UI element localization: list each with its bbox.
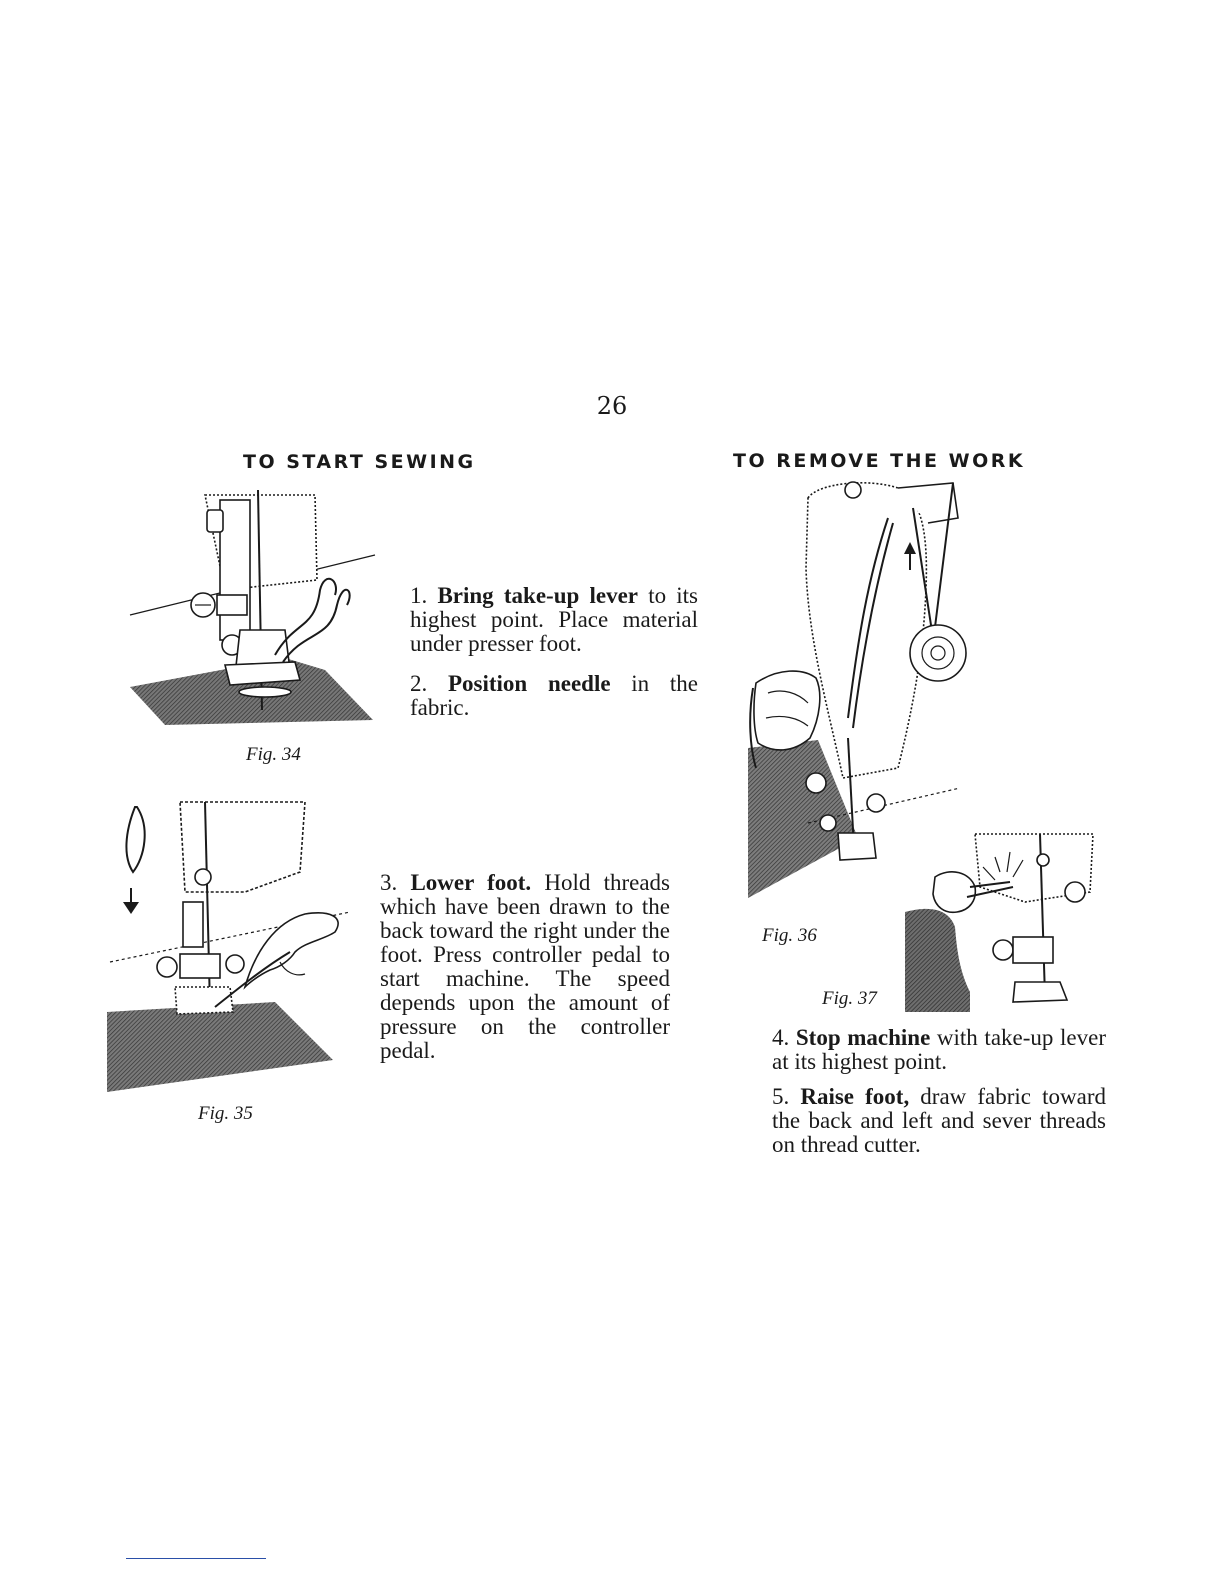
step-2: 2. Position needle in the fabric. [410,671,698,720]
left-section-heading: TO START SEWING [243,451,476,473]
figure-caption: Fig. 37 [822,988,877,1009]
presser-foot-illustration [125,480,380,730]
step-1: 1. Bring take-up lever to its highest point. Place material under presser foot. [410,583,699,656]
right-section-heading: TO REMOVE THE WORK [733,450,1026,472]
step-3: 3. Lower foot. Hold threads which have been drawn to the back toward the right under the foot. Press controller pedal to start machine. The speed depends upon the amount of pressure on the controller pedal. [380,870,671,1063]
bottom-rule [126,1558,266,1559]
page-number: 26 [596,392,628,420]
figure-caption: Fig. 35 [198,1103,253,1124]
figure-caption: Fig. 36 [762,925,817,946]
step-5: 5. Raise foot, draw fabric toward the back and left and sever threads on thread cutter. [772,1084,1106,1157]
step-4: 4. Stop machine with take-up lever at its highest point. [772,1025,1106,1074]
figure-caption: Fig. 34 [246,744,301,765]
thread-cutter-illustration [895,832,1095,1012]
lower-foot-illustration [105,802,355,1094]
